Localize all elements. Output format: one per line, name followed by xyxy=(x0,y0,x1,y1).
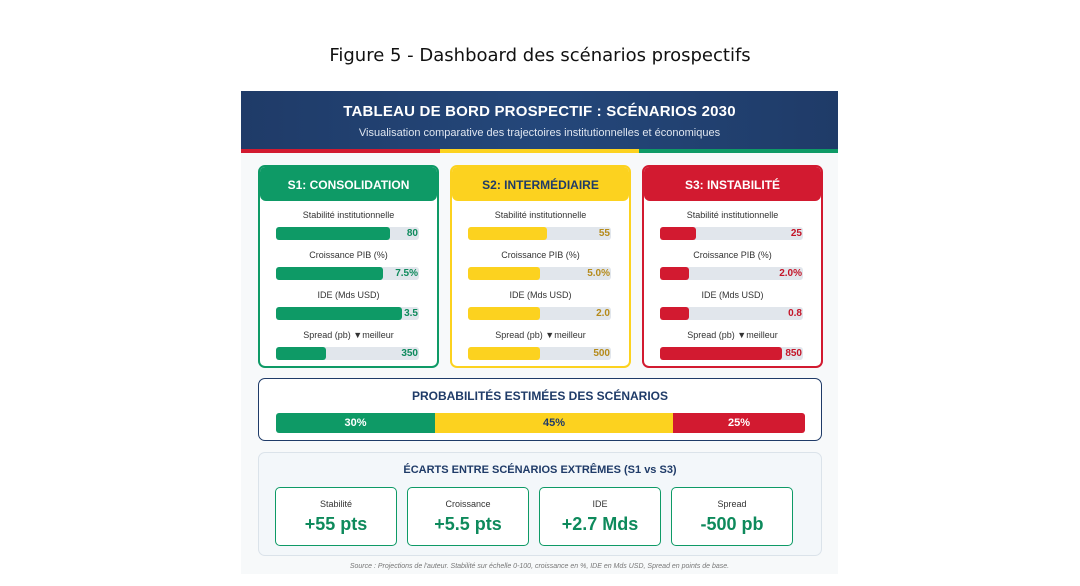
scenario-card-intermediaire xyxy=(450,165,631,368)
metric-bar xyxy=(468,267,540,280)
metric-value: 0.8 xyxy=(788,308,802,319)
metric-value: 5.0% xyxy=(587,268,610,279)
metric-value: 80 xyxy=(406,228,418,239)
metric-value: 25 xyxy=(790,228,802,239)
metric-label: Stabilité institutionnelle xyxy=(494,210,587,220)
metric-value: 7.5% xyxy=(395,268,418,279)
metric-label: IDE (Mds USD) xyxy=(509,290,572,300)
metric-label: Stabilité institutionnelle xyxy=(302,210,395,220)
metric-value: 350 xyxy=(401,348,418,359)
source-note: Source : Projections de l'auteur. Stabilité sur échelle 0-100, croissance en %, IDE en Mds USD, Spread en points de base. xyxy=(349,563,730,570)
metric-bar xyxy=(660,267,689,280)
metric-value: 500 xyxy=(593,348,610,359)
gap-card-spread xyxy=(671,487,793,546)
gap-value: +55 pts xyxy=(304,514,368,534)
metric-label: Croissance PIB (%) xyxy=(501,250,580,260)
probability-segment-consolidation: 30% xyxy=(276,413,435,433)
gap-value: +2.7 Mds xyxy=(561,514,639,534)
metric-bar xyxy=(276,347,326,360)
gap-value: -500 pb xyxy=(700,514,764,534)
metric-value: 850 xyxy=(785,348,802,359)
scenario-title: S1: CONSOLIDATION xyxy=(260,167,437,201)
metric-label: Spread (pb) ▼meilleur xyxy=(495,330,586,340)
metric-label: Spread (pb) ▼meilleur xyxy=(303,330,394,340)
metric-label: IDE (Mds USD) xyxy=(701,290,764,300)
gap-value: +5.5 pts xyxy=(434,514,502,534)
scenario-card-consolidation xyxy=(258,165,439,368)
metric-label: IDE (Mds USD) xyxy=(317,290,380,300)
metric-value: 2.0% xyxy=(779,268,802,279)
gaps-title: ÉCARTS ENTRE SCÉNARIOS EXTRÊMES (S1 vs S3) xyxy=(403,464,677,476)
gap-label: IDE xyxy=(592,499,608,509)
metric-bar xyxy=(660,227,696,240)
metric-bar xyxy=(468,307,540,320)
metric-label: Croissance PIB (%) xyxy=(309,250,388,260)
probability-segment-instabilite: 25% xyxy=(673,413,805,433)
metric-bar xyxy=(468,227,547,240)
gap-label: Croissance xyxy=(445,499,491,509)
gap-card-stabilite xyxy=(275,487,397,546)
metric-bar xyxy=(468,347,540,360)
stripe-red xyxy=(241,149,440,153)
metric-label: Croissance PIB (%) xyxy=(693,250,772,260)
probabilities-title: PROBABILITÉS ESTIMÉES DES SCÉNARIOS xyxy=(411,389,669,403)
probability-segment-intermediaire: 45% xyxy=(435,413,673,433)
scenario-card-instabilite xyxy=(642,165,823,368)
metric-value: 2.0 xyxy=(596,308,610,319)
gap-label: Stabilité xyxy=(319,499,353,509)
dashboard-header xyxy=(241,91,838,149)
metric-value: 3.5 xyxy=(404,308,418,319)
gap-label: Spread xyxy=(717,499,747,509)
gaps-panel xyxy=(258,452,822,556)
probabilities-panel xyxy=(258,378,822,441)
metric-label: Stabilité institutionnelle xyxy=(686,210,779,220)
scenario-title: S3: INSTABILITÉ xyxy=(644,167,821,201)
dashboard-title: TABLEAU DE BORD PROSPECTIF : SCÉNARIOS 2030 xyxy=(343,103,736,120)
scenario-title: S2: INTERMÉDIAIRE xyxy=(452,167,629,201)
dashboard-subtitle: Visualisation comparative des trajectoires institutionnelles et économiques xyxy=(358,127,721,139)
probabilities-bar xyxy=(276,413,805,433)
dashboard xyxy=(241,91,838,574)
metric-bar xyxy=(660,307,689,320)
stripe-yellow xyxy=(440,149,639,153)
metric-value: 55 xyxy=(598,228,610,239)
stripe-green xyxy=(639,149,838,153)
metric-label: Spread (pb) ▼meilleur xyxy=(687,330,778,340)
gap-card-croissance xyxy=(407,487,529,546)
figure-title: Figure 5 - Dashboard des scénarios prospectifs xyxy=(329,45,751,66)
gap-card-ide xyxy=(539,487,661,546)
